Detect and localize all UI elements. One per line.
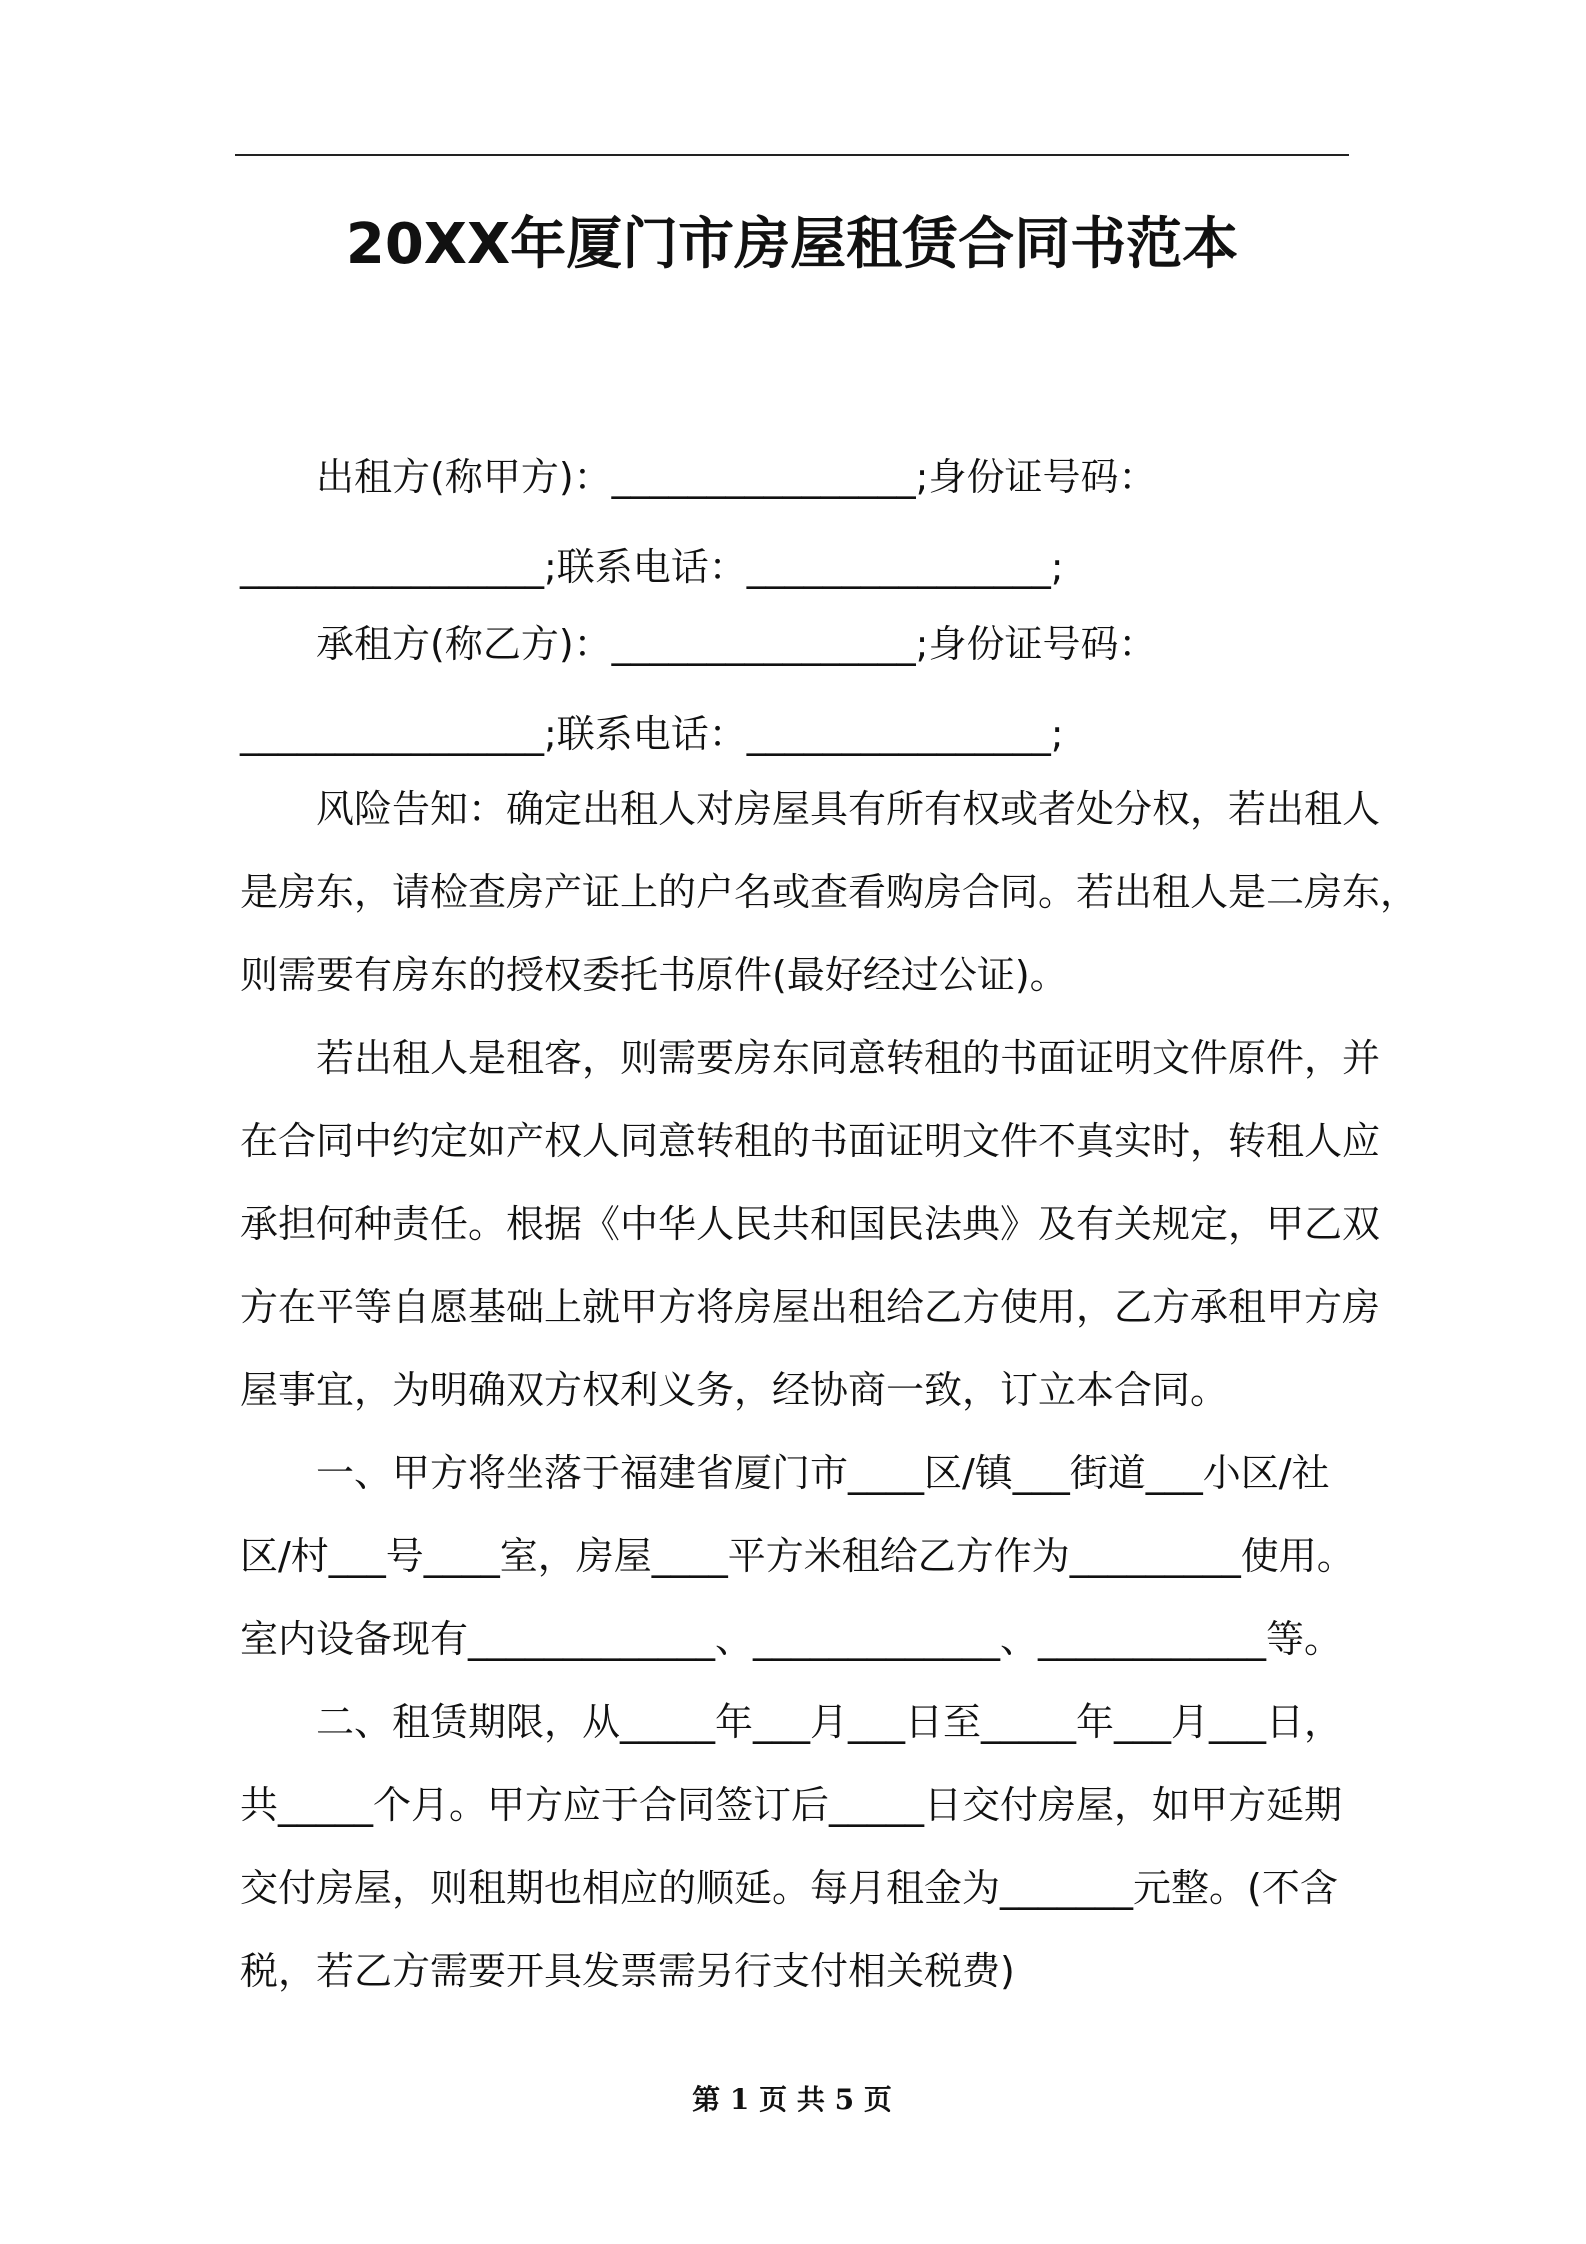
lessee-line: 承租方(称乙方)：________________;身份证号码： [316,622,1157,666]
clause-one-line: 室内设备现有_____________、_____________、____________等。 [240,1617,1343,1661]
sublease-paragraph-line: 若出租人是租客，则需要房东同意转租的书面证明文件原件，并 [316,1036,1381,1080]
clause-one-line: 一、甲方将坐落于福建省厦门市____区/镇___街道___小区/社 [316,1451,1330,1495]
sublease-paragraph-line: 在合同中约定如产权人同意转租的书面证明文件不真实时，转租人应 [240,1119,1381,1163]
lessor-line: 出租方(称甲方)：________________;身份证号码： [316,455,1157,499]
lessee-contact-line: ________________;联系电话：________________; [240,712,1064,756]
risk-notice-line: 是房东，请检查房产证上的户名或查看购房合同。若出租人是二房东， [240,870,1419,914]
sublease-paragraph-line: 承担何种责任。根据《中华人民共和国民法典》及有关规定，甲乙双 [240,1202,1381,1246]
sublease-paragraph-line: 方在平等自愿基础上就甲方将房屋出租给乙方使用，乙方承租甲方房 [240,1285,1381,1329]
clause-one-line: 区/村___号____室，房屋____平方米租给乙方作为_________使用。 [240,1534,1355,1578]
page-number: 第 1 页 共 5 页 [692,2083,892,2116]
risk-notice-line: 则需要有房东的授权委托书原件(最好经过公证)。 [240,953,1068,997]
clause-two-line: 共_____个月。甲方应于合同签订后_____日交付房屋，如甲方延期 [240,1783,1343,1827]
header-rule [235,154,1349,156]
clause-two-line: 交付房屋，则租期也相应的顺延。每月租金为_______元整。(不含 [240,1866,1338,1910]
document-title: 20XX年厦门市房屋租赁合同书范本 [345,212,1239,277]
lessor-contact-line: ________________;联系电话：________________; [240,545,1064,589]
sublease-paragraph-line: 屋事宜，为明确双方权利义务，经协商一致，订立本合同。 [240,1368,1229,1412]
clause-two-line: 税，若乙方需要开具发票需另行支付相关税费) [240,1949,1015,1993]
risk-notice-line: 风险告知：确定出租人对房屋具有所有权或者处分权，若出租人 [316,787,1381,831]
clause-two-line: 二、租赁期限，从_____年___月___日至_____年___月___日， [316,1700,1343,1744]
